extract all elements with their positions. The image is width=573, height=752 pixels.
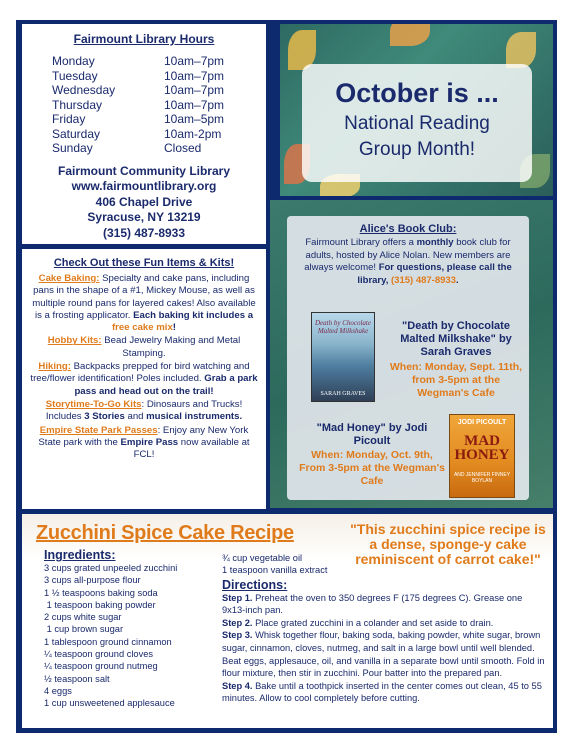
hours-time: 10am–7pm bbox=[164, 97, 225, 112]
kits-panel bbox=[22, 249, 266, 509]
kit-park-passes: Empire State Park Passes: Enjoy any New York State park with the Empire Pass now available at FCL! bbox=[38, 424, 250, 461]
book-club-intro: Fairmount Library offers a monthly book club for adults, hosted by Alice Nolan. New members are always welcome! For questions, please call the library, (315) 487-8933. bbox=[304, 237, 512, 286]
ingredient-item: 1 ½ teaspoons baking soda bbox=[44, 587, 158, 598]
book-cover-coauthor: AND JENNIFER FINNEY BOYLAN bbox=[453, 472, 511, 484]
hours-row bbox=[52, 83, 224, 98]
recipe-quote: "This zucchini spice recipe is a dense, sponge-y cake reminiscent of carrot cake!" bbox=[350, 521, 546, 567]
ingredient-item: ½ teaspoon salt bbox=[44, 673, 110, 684]
kit-storytime: Storytime-To-Go Kits: Dinosaurs and Trucks! Includes 3 Stories and musical instruments. bbox=[45, 398, 243, 423]
ingredient-item: 1 teaspoon vanilla extract bbox=[222, 565, 328, 576]
hours-table bbox=[52, 54, 224, 156]
direction-step bbox=[222, 617, 548, 630]
hours-time: 10am-2pm bbox=[164, 126, 222, 141]
hours-day: Friday bbox=[52, 112, 86, 126]
kits-title: Check Out these Fun Items & Kits! bbox=[53, 257, 235, 269]
direction-step bbox=[222, 592, 548, 617]
step-label: Step 4. bbox=[222, 680, 253, 691]
recipe-title: Zucchini Spice Cake Recipe bbox=[36, 522, 294, 544]
step-label: Step 3. bbox=[222, 630, 253, 641]
leaf-decoration bbox=[506, 32, 536, 68]
step-text: Whisk together flour, baking soda, baking powder, white sugar, brown sugar, cinnamon, cloves, nutmeg, and salt in a large bowl until well blended. Beat eggs, applesauce, oil, and vanilla in a separate bowl until smooth. Fold in flour mixture, then stir in zucchini. Pour batter into the prepared pan. bbox=[222, 630, 545, 679]
ingredient-item: 3 cups grated unpeeled zucchini bbox=[44, 563, 178, 573]
book-cover-author: SARAH GRAVES bbox=[320, 391, 366, 397]
hours-row bbox=[52, 141, 224, 156]
kit-hobby: Hobby Kits: Bead Jewelry Making and Metal Stamping. bbox=[47, 335, 241, 359]
book-club-card bbox=[287, 216, 529, 500]
hours-row bbox=[52, 54, 224, 69]
library-name: Fairmount Community Library bbox=[57, 163, 230, 178]
directions-column bbox=[222, 552, 548, 705]
leaf-decoration bbox=[390, 24, 430, 46]
book-cover-death-by-chocolate bbox=[311, 312, 375, 402]
ingredient-item: ¼ teaspoon ground nutmeg bbox=[44, 661, 158, 672]
october-banner bbox=[280, 24, 553, 196]
kit-hiking: Hiking: Backpacks prepped for bird watching and tree/flower identification! Poles included. Grab a park pass and head out on the trail! bbox=[30, 361, 258, 397]
library-address bbox=[36, 164, 252, 242]
book-club-panel bbox=[270, 200, 553, 508]
library-phone: (315) 487-8933 bbox=[102, 225, 186, 240]
kit-cake-baking: Cake Baking: Specialty and cake pans, including pans in the shape of a #1, Mickey Mouse, as well as multiple round pans for layered cakes! Also available is a frosting applicator. Each baking kit includes a free cake mix! bbox=[32, 273, 256, 334]
ingredient-item: 1 cup unsweetened applesauce bbox=[44, 698, 175, 709]
recipe-panel bbox=[22, 514, 553, 728]
step-label: Step 1. bbox=[222, 592, 253, 603]
hours-time: 10am–7pm bbox=[164, 68, 225, 83]
library-city: Syracuse, NY 13219 bbox=[87, 210, 201, 224]
hours-day: Sunday bbox=[52, 141, 93, 155]
hours-day: Thursday bbox=[52, 97, 103, 112]
book2-when: When: Monday, Oct. 9th, From 3-5pm at the Wegman's Cafe bbox=[299, 449, 445, 487]
ingredients-column bbox=[44, 548, 234, 710]
ingredients-list-continued bbox=[222, 552, 548, 577]
book-cover-title: Death by Chocolate Malted Milkshake bbox=[315, 319, 371, 335]
hours-day: Wednesday bbox=[52, 83, 116, 97]
step-text: Bake until a toothpick inserted in the center comes out clean, 45 to 55 minutes. Allow to cool completely before cutting. bbox=[222, 680, 542, 704]
hours-time: 10am–7pm bbox=[164, 83, 225, 97]
book2-title: "Mad Honey" by Jodi Picoult bbox=[316, 422, 428, 447]
hours-time: 10am–5pm bbox=[164, 112, 225, 126]
book1-title: "Death by Chocolate Malted Milkshake" by Sarah Graves bbox=[400, 320, 512, 358]
book1-when: When: Monday, Sept. 11th, from 3-5pm at the Wegman's Cafe bbox=[389, 361, 523, 399]
book-club-title: Alice's Book Club: bbox=[359, 223, 457, 235]
ingredient-item: 1 cup brown sugar bbox=[44, 624, 124, 635]
step-label: Step 2. bbox=[222, 617, 253, 628]
october-subheading-2: Group Month! bbox=[358, 139, 476, 160]
library-website[interactable]: www.fairmountlibrary.org bbox=[71, 179, 217, 193]
ingredients-heading: Ingredients: bbox=[44, 548, 116, 562]
ingredient-item: 2 cups white sugar bbox=[44, 612, 122, 623]
ingredients-list bbox=[44, 562, 234, 710]
book-cover-mad-honey bbox=[449, 414, 515, 498]
hours-row bbox=[52, 127, 224, 142]
hours-row bbox=[52, 112, 224, 127]
directions-steps bbox=[222, 592, 548, 705]
october-card bbox=[302, 64, 532, 182]
hours-time: 10am–7pm bbox=[164, 54, 225, 68]
step-text: Preheat the oven to 350 degrees F (175 degrees C). Grease one 9x13-inch pan. bbox=[222, 592, 523, 616]
hours-row bbox=[52, 69, 224, 84]
hours-day: Saturday bbox=[52, 126, 101, 141]
ingredient-item: ¼ teaspoon ground cloves bbox=[44, 649, 154, 660]
ingredient-item: 1 tablespoon ground cinnamon bbox=[44, 636, 172, 647]
library-hours-panel bbox=[22, 24, 266, 244]
library-street: 406 Chapel Drive bbox=[95, 194, 193, 209]
step-text: Place grated zucchini in a colander and set aside to drain. bbox=[252, 617, 494, 628]
october-heading: October is ... bbox=[335, 78, 499, 108]
hours-title: Fairmount Library Hours bbox=[73, 32, 215, 46]
hours-day: Tuesday bbox=[52, 68, 98, 83]
book-cover-author: JODI PICOULT bbox=[457, 419, 507, 426]
hours-row bbox=[52, 98, 224, 113]
ingredient-item: ¾ cup vegetable oil bbox=[222, 553, 303, 563]
ingredient-item: 1 teaspoon baking powder bbox=[44, 599, 156, 610]
ingredient-item: 3 cups all-purpose flour bbox=[44, 575, 141, 586]
october-subheading-1: National Reading bbox=[344, 113, 490, 134]
hours-time: Closed bbox=[164, 141, 202, 155]
hours-day: Monday bbox=[52, 54, 95, 68]
direction-step bbox=[222, 680, 548, 705]
direction-step bbox=[222, 629, 548, 679]
directions-heading: Directions: bbox=[222, 577, 288, 592]
ingredient-item: 4 eggs bbox=[44, 685, 72, 696]
book-cover-title: MAD HONEY bbox=[454, 433, 510, 463]
